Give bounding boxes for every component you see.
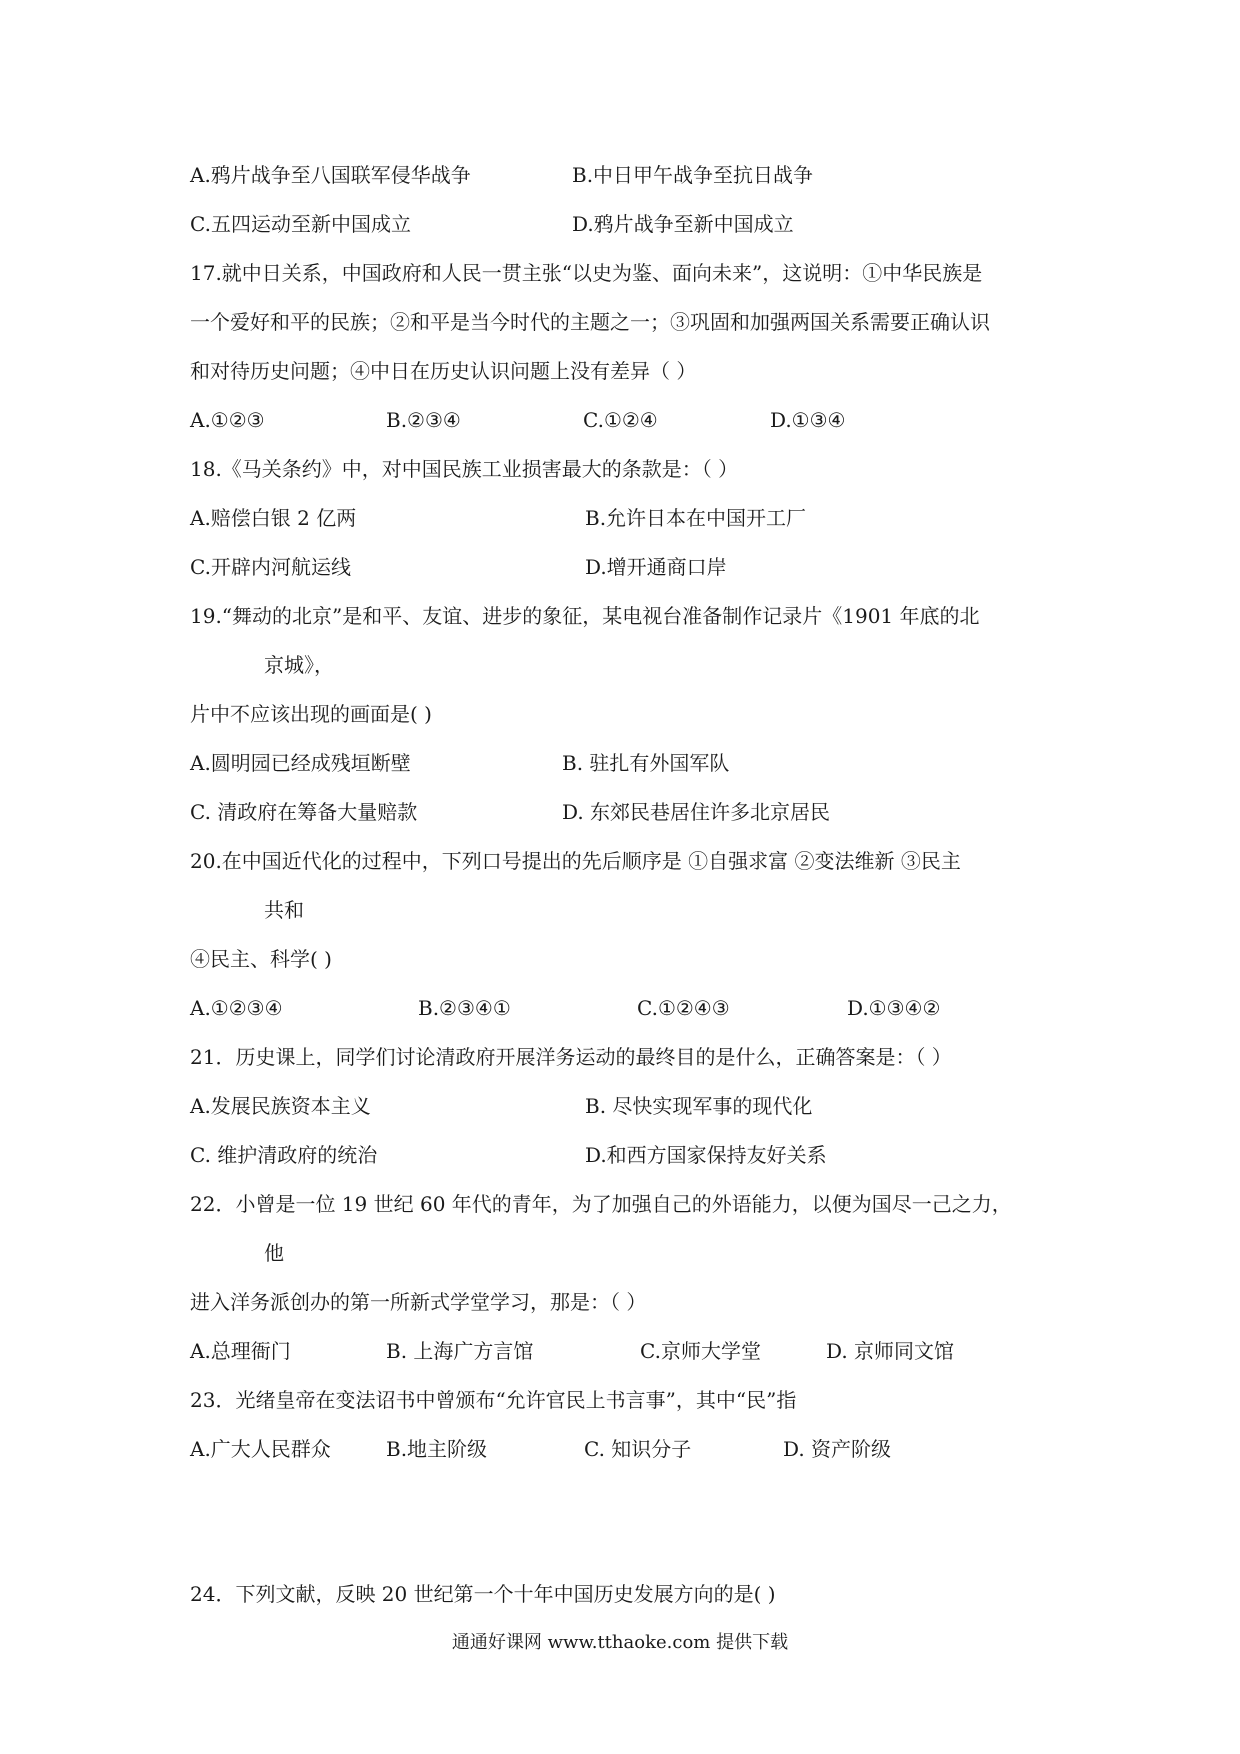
q22-stem-line1: 22．小曾是一位 19 世纪 60 年代的青年，为了加强自己的外语能力，以便为国尽一己之力，	[190, 1192, 1012, 1216]
q20-option-a: A.①②③④	[190, 996, 283, 1020]
q21-option-b: B. 尽快实现军事的现代化	[585, 1094, 813, 1118]
q17-option-b: B.②③④	[386, 408, 461, 432]
q20-option-b: B.②③④①	[418, 996, 511, 1020]
q21-option-d: D.和西方国家保持友好关系	[585, 1143, 827, 1167]
q20-stem-line2: 共和	[264, 898, 304, 922]
q21-option-a: A.发展民族资本主义	[190, 1094, 371, 1118]
q17-stem-line3: 和对待历史问题；④中日在历史认识问题上没有差异（ ）	[190, 359, 697, 383]
q17-option-c: C.①②④	[583, 408, 658, 432]
q17-option-a: A.①②③	[190, 408, 265, 432]
q22-option-b: B. 上海广方言馆	[386, 1339, 534, 1363]
q24-stem: 24．下列文献，反映 20 世纪第一个十年中国历史发展方向的是( )	[190, 1582, 776, 1606]
q19-stem-line1: 19.“舞动的北京”是和平、友谊、进步的象征，某电视台准备制作记录片《1901 年底的北	[190, 604, 980, 628]
q17-option-d: D.①③④	[770, 408, 846, 432]
q21-option-c: C. 维护清政府的统治	[190, 1143, 378, 1167]
q21-stem: 21．历史课上，同学们讨论清政府开展洋务运动的最终目的是什么，正确答案是：（ ）	[190, 1045, 952, 1069]
q19-stem-line2: 京城》，	[264, 653, 334, 677]
q16-option-a: A.鸦片战争至八国联军侵华战争	[190, 163, 471, 187]
page-footer: 通通好课网 www.tthaoke.com 提供下载	[451, 1632, 789, 1653]
q22-stem-line3: 进入洋务派创办的第一所新式学堂学习，那是：（ ）	[190, 1290, 647, 1314]
q22-stem-line2: 他	[264, 1241, 284, 1265]
q23-option-a: A.广大人民群众	[190, 1437, 331, 1461]
q19-option-b: B. 驻扎有外国军队	[562, 751, 730, 775]
q20-stem-line1: 20.在中国近代化的过程中，下列口号提出的先后顺序是 ①自强求富 ②变法维新 ③民主	[190, 849, 961, 873]
q22-option-c: C.京师大学堂	[640, 1339, 761, 1363]
q19-option-c: C. 清政府在筹备大量赔款	[190, 800, 418, 824]
q18-stem: 18.《马关条约》中，对中国民族工业损害最大的条款是：（ ）	[190, 457, 739, 481]
q18-option-b: B.允许日本在中国开工厂	[585, 506, 807, 530]
q16-option-d: D.鸦片战争至新中国成立	[572, 212, 794, 236]
q18-option-d: D.增开通商口岸	[585, 555, 727, 579]
q20-option-d: D.①③④②	[847, 996, 941, 1020]
q20-stem-line3: ④民主、科学( )	[190, 947, 332, 971]
q19-option-a: A.圆明园已经成残垣断壁	[190, 751, 411, 775]
q18-option-a: A.赔偿白银 2 亿两	[190, 506, 357, 530]
q17-stem-line1: 17.就中日关系，中国政府和人民一贯主张“以史为鉴、面向未来”，这说明：①中华民族是	[190, 261, 983, 285]
q23-option-c: C. 知识分子	[584, 1437, 692, 1461]
q23-stem: 23．光绪皇帝在变法诏书中曾颁布“允许官民上书言事”，其中“民”指	[190, 1388, 797, 1412]
q16-option-b: B.中日甲午战争至抗日战争	[572, 163, 814, 187]
q18-option-c: C.开辟内河航运线	[190, 555, 351, 579]
q20-option-c: C.①②④③	[637, 996, 730, 1020]
q17-stem-line2: 一个爱好和平的民族；②和平是当今时代的主题之一；③巩固和加强两国关系需要正确认识	[190, 310, 990, 334]
q19-stem-line3: 片中不应该出现的画面是( )	[190, 702, 432, 726]
q22-option-d: D. 京师同文馆	[826, 1339, 955, 1363]
q19-option-d: D. 东郊民巷居住许多北京居民	[562, 800, 831, 824]
q22-option-a: A.总理衙门	[190, 1339, 291, 1363]
q23-option-b: B.地主阶级	[386, 1437, 488, 1461]
q23-option-d: D. 资产阶级	[783, 1437, 892, 1461]
q16-option-c: C.五四运动至新中国成立	[190, 212, 411, 236]
